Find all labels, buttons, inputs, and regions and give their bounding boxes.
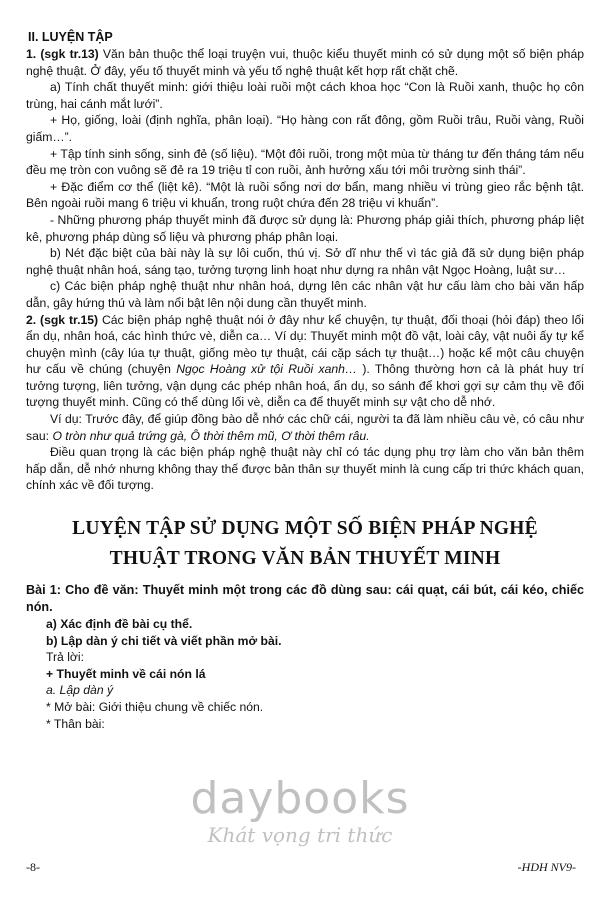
item1-a-methods: - Những phương pháp thuyết minh đã được sử dụng là: Phương pháp giải thích, phương pháp liệt kê, phương pháp dùng số liệu và phương pháp phân loại. bbox=[26, 212, 584, 244]
main-title-line2: THUẬT TRONG VĂN BẢN THUYẾT MINH bbox=[109, 548, 501, 570]
item1-a: a) Tính chất thuyết minh: giới thiệu loài ruồi một cách khoa học “Con là Ruồi xanh, thuộc họ côn trùng, hai cánh mắt lưới”. bbox=[26, 80, 584, 111]
item2-example-prefix: Ví dụ: Trước đây, để giúp đồng bào dễ nhớ các chữ cái, người ta đã làm nhiều câu vè, có câu như sau: bbox=[26, 412, 584, 443]
page-footer bbox=[26, 860, 576, 875]
item2-text2: ). Thông thường hơn cả là phát huy trí tưởng tượng, liên tưởng, vận dụng các phép nhân hoá, ẩn dụ, so sánh để khơi gợi sự cảm thụ về đối tượng thuyết minh. Cũng có thể dùng lối vè, diễn ca để thuyết minh sự vật cho dễ nhớ. bbox=[26, 362, 584, 410]
item1-intro-text: Văn bản thuộc thể loại truyện vui, thuộc kiểu thuyết minh có sử dụng một số biện pháp nghệ thuật. Ở đây, yếu tố thuyết minh và yếu tố nghệ thuật kết hợp rất chặt chẽ. bbox=[26, 47, 585, 78]
item2-conclusion: Điều quan trọng là các biện pháp nghệ thuật này chỉ có tác dụng phụ trợ làm cho văn bản thêm hấp dẫn, dễ nhớ nhưng không thay thế được bản thân sự thuyết minh là cung cấp tri thức khách quan, chính xác về đối tượng. bbox=[26, 445, 584, 493]
main-title-line1: LUYỆN TẬP SỬ DỤNG MỘT SỐ BIỆN PHÁP NGHỆ bbox=[72, 518, 538, 540]
item2-story-title: Ngọc Hoàng xử tội Ruồi xanh… bbox=[176, 362, 358, 377]
exercise1-task-b: b) Lập dàn ý chi tiết và viết phần mở bài. bbox=[46, 633, 282, 648]
book-code: -HDH NV9- bbox=[517, 860, 576, 874]
item2-example bbox=[26, 411, 584, 444]
item2-text bbox=[26, 312, 584, 412]
item1-a-plus3: + Đặc điểm cơ thể (liệt kê). “Một là ruồi sống nơi dơ bẩn, mang nhiều vi trùng gieo rắc bệnh tật. Bên ngoài ruồi mang 6 triệu vi khuẩn, trong ruột chứa đến 28 triệu vi khuẩn”. bbox=[26, 179, 584, 211]
page-number: -8- bbox=[26, 860, 40, 874]
main-title bbox=[26, 514, 584, 574]
item1-a-plus2: + Tập tính sinh sống, sinh đẻ (số liệu). “Một đôi ruồi, trong một mùa từ tháng tư đến tháng tám nếu đều mẹ tròn con vuông sẽ đẻ ra 19 triệu tỉ con ruồi, ảnh hưởng xấu tới môi trường sinh thái”. bbox=[26, 146, 584, 178]
item1-label: 1. (sgk tr.13) bbox=[26, 47, 99, 61]
exercise1-topic: + Thuyết minh về cái nón lá bbox=[46, 666, 206, 681]
exercise1-body: * Thân bài: bbox=[46, 716, 105, 731]
item2-label: 2. (sgk tr.15) bbox=[26, 312, 99, 327]
item1-c: c) Các biện pháp nghệ thuật như nhân hoá, dựng lên các nhân vật hư cấu làm cho bài văn hấp dẫn, gây hứng thú và làm nổi bật lên nội dung cần thuyết minh. bbox=[26, 279, 584, 310]
watermark bbox=[120, 775, 480, 847]
exercise1-outline: a. Lập dàn ý bbox=[46, 683, 114, 698]
watermark-brand: daybooks bbox=[190, 773, 410, 824]
exercise1-answer-label: Trả lời: bbox=[46, 650, 85, 665]
exercise1-prompt: Bài 1: Cho đề văn: Thuyết minh một trong các đồ dùng sau: cái quạt, cái bút, cái kéo, chiếc nón. bbox=[26, 583, 584, 615]
item1-b: b) Nét đặc biệt của bài này là sự lôi cuốn, thú vị. Sở dĩ như thế vì tác giả đã sử dụng biện pháp nghệ thuật nhân hoá, sáng tạo, tưởng tượng linh hoạt như dựng ra nhân vật Ngọc Hoàng, luật sư… bbox=[26, 246, 584, 277]
section-heading: II. LUYỆN TẬP bbox=[28, 30, 113, 44]
item1-a-plus1: + Họ, giống, loài (định nghĩa, phân loại). “Họ hàng con rất đông, gồm Ruồi trâu, Ruồi vàng, Ruồi giấm…”. bbox=[26, 113, 584, 144]
exercise1-opening: * Mở bài: Giới thiệu chung về chiếc nón. bbox=[46, 700, 264, 714]
item2-text1: Các biện pháp nghệ thuật nói ở đây như kể chuyện, tự thuật, đối thoại (hỏi đáp) theo lối ẩn dụ, nhân hoá, các hình thức vè, diễn ca… Ví dụ: Thuyết minh một đồ vật, loài cây, vật nuôi ấy tự kể chuyện mình (cây lúa tự thuật, giống mèo tự thuật, cái cặp sách tự thuật…) hoặc kể một câu chuyện hư cấu về chúng (chuyện bbox=[26, 312, 585, 377]
watermark-slogan: Khát vọng tri thức bbox=[207, 823, 393, 847]
page-content bbox=[26, 30, 584, 732]
exercise1-task-a: a) Xác định đề bài cụ thể. bbox=[46, 617, 193, 632]
item1-intro bbox=[26, 46, 584, 79]
item2-example-verse: O tròn như quả trứng gà, Ô thời thêm mũ, Ơ thời thêm râu. bbox=[52, 428, 370, 443]
